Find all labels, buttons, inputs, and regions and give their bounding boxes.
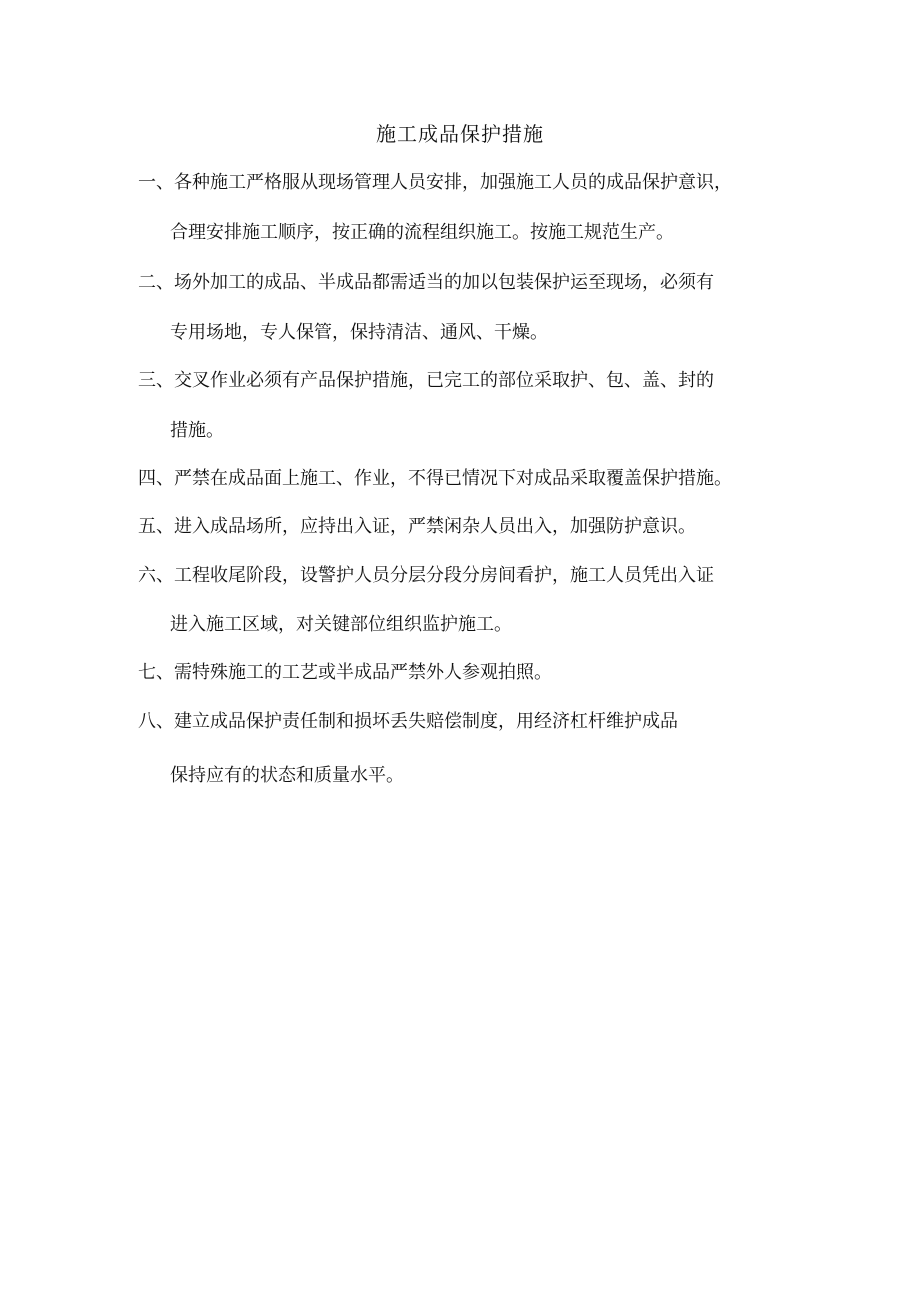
item-8-line-2: 保持应有的状态和质量水平。 [170, 765, 404, 786]
item-7-line-1: 七、需特殊施工的工艺或半成品严禁外人参观拍照。 [138, 662, 552, 683]
item-8-line-1: 八、建立成品保护责任制和损坏丢失赔偿制度，用经济杠杆维护成品 [138, 711, 678, 732]
item-3-line-1: 三、交叉作业必须有产品保护措施，已完工的部位采取护、包、盖、封的 [138, 370, 714, 391]
item-4-line-1: 四、严禁在成品面上施工、作业，不得已情况下对成品采取覆盖保护措施。 [138, 468, 732, 489]
item-5-line-1: 五、进入成品场所，应持出入证，严禁闲杂人员出入，加强防护意识。 [138, 516, 696, 537]
document-title: 施工成品保护措施 [376, 122, 544, 146]
item-1-line-1: 一、各种施工严格服从现场管理人员安排，加强施工人员的成品保护意识， [138, 172, 732, 193]
item-3-line-2: 措施。 [170, 420, 224, 441]
item-2-line-1: 二、场外加工的成品、半成品都需适当的加以包装保护运至现场，必须有 [138, 272, 714, 293]
item-2-line-2: 专用场地，专人保管，保持清洁、通风、干燥。 [170, 322, 548, 343]
item-6-line-1: 六、工程收尾阶段，设警护人员分层分段分房间看护，施工人员凭出入证 [138, 565, 714, 586]
item-6-line-2: 进入施工区域，对关键部位组织监护施工。 [170, 614, 512, 635]
item-1-line-2: 合理安排施工顺序，按正确的流程组织施工。按施工规范生产。 [170, 222, 674, 243]
